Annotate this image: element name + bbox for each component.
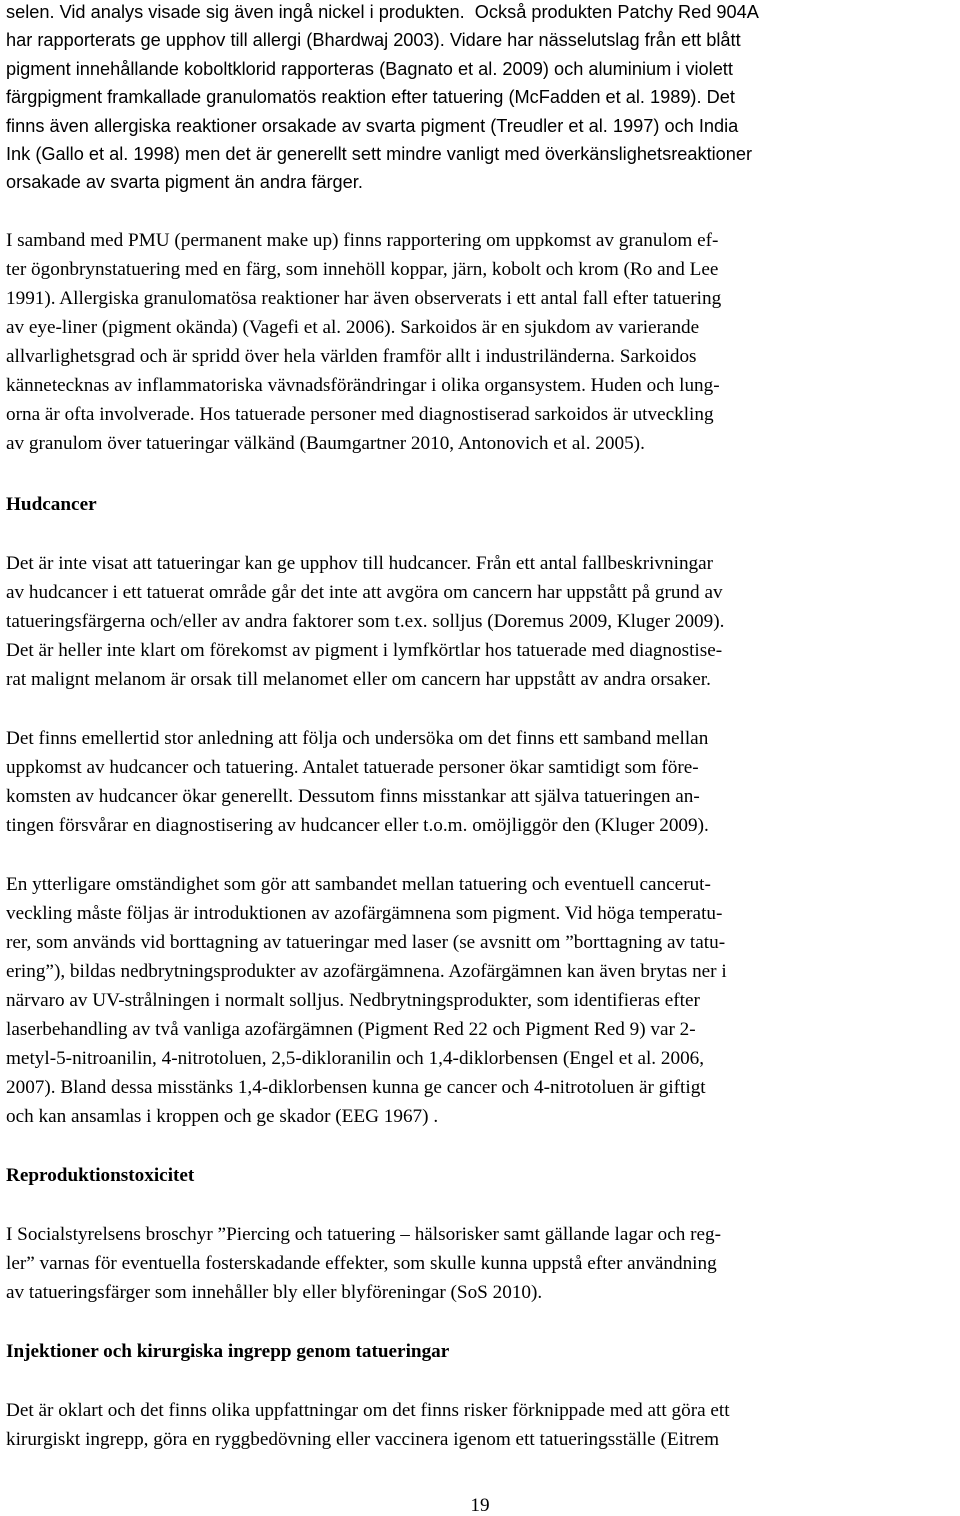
text-line: allvarlighetsgrad och är spridd över hela världen framför allt i industriländerna. Sarkoidos: [6, 346, 697, 367]
text-line: metyl-5-nitroanilin, 4-nitrotoluen, 2,5-dikloranilin och 1,4-diklorbensen (Engel et al. 2006,: [6, 1048, 705, 1069]
text-line: orna är ofta involverade. Hos tatuerade personer med diagnostiserad sarkoidos är utveckling: [6, 404, 714, 425]
text-line: ter ögonbrynstatuering med en färg, som innehöll koppar, järn, kobolt och krom (Ro and Lee: [6, 259, 719, 280]
text-line: närvaro av UV-strålningen i normalt solljus. Nedbrytningsprodukter, som identifieras efter: [6, 990, 700, 1011]
section-heading: Hudcancer: [6, 494, 97, 515]
text-line: tingen försvårar en diagnostisering av hudcancer eller t.o.m. omöjliggör den (Kluger 2009).: [6, 815, 709, 836]
text-line: färgpigment framkallade granulomatös reaktion efter tatuering (McFadden et al. 1989). Det: [6, 87, 735, 107]
text-line: Det är heller inte klart om förekomst av pigment i lymfkörtlar hos tatuerade med diagnostise-: [6, 640, 723, 661]
text-line: I samband med PMU (permanent make up) finns rapportering om uppkomst av granulom ef-: [6, 230, 719, 251]
text-line: Det är inte visat att tatueringar kan ge upphov till hudcancer. Från ett antal fallbeskrivningar: [6, 553, 714, 574]
text-line: av eye-liner (pigment okända) (Vagefi et al. 2006). Sarkoidos är en sjukdom av varierande: [6, 317, 700, 338]
text-line: veckling måste följas är introduktionen av azofärgämnena som pigment. Vid höga temperatu-: [6, 903, 723, 924]
text-line: Ink (Gallo et al. 1998) men det är generellt sett mindre vanligt med överkänslighetsreaktioner: [6, 144, 753, 164]
text-line: komsten av hudcancer ökar generellt. Dessutom finns misstankar att själva tatueringen an-: [6, 786, 700, 807]
text-line: finns även allergiska reaktioner orsakade av svarta pigment (Treudler et al. 1997) och India: [6, 116, 739, 136]
text-line: tatueringsfärgerna och/eller av andra faktorer som t.ex. solljus (Doremus 2009, Kluger 2009).: [6, 611, 725, 632]
text-line: selen. Vid analys visade sig även ingå nickel i produkten. Också produkten Patchy Red 904A: [6, 2, 759, 22]
section-heading: Injektioner och kirurgiska ingrepp genom tatueringar: [6, 1341, 450, 1362]
text-line: uppkomst av hudcancer och tatuering. Antalet tatuerade personer ökar samtidigt som före-: [6, 757, 699, 778]
text-line: pigment innehållande koboltklorid rapporteras (Bagnato et al. 2009) och aluminium i violett: [6, 59, 733, 79]
text-line: kirurgiskt ingrepp, göra en ryggbedövning eller vaccinera igenom ett tatueringsställe (Eitrem: [6, 1429, 720, 1450]
text-line: av hudcancer i ett tatuerat område går det inte att avgöra om cancern har uppstått på grund av: [6, 582, 723, 603]
text-line: ering”), bildas nedbrytningsprodukter av azofärgämnena. Azofärgämnen kan även brytas ner i: [6, 961, 727, 982]
text-line: Det är oklart och det finns olika uppfattningar om det finns risker förknippade med att göra ett: [6, 1400, 730, 1421]
section-heading: Reproduktionstoxicitet: [6, 1165, 195, 1186]
text-line: 2007). Bland dessa misstänks 1,4-diklorbensen kunna ge cancer och 4-nitrotoluen är giftigt: [6, 1077, 706, 1098]
text-line: kännetecknas av inflammatoriska vävnadsförändringar i olika organsystem. Huden och lung-: [6, 375, 720, 396]
text-line: ler” varnas för eventuella fosterskadande effekter, som skulle kunna uppstå efter användning: [6, 1253, 717, 1274]
text-line: laserbehandling av två vanliga azofärgämnen (Pigment Red 22 och Pigment Red 9) var 2-: [6, 1019, 696, 1040]
text-line: Det finns emellertid stor anledning att följa och undersöka om det finns ett samband mellan: [6, 728, 709, 749]
text-line: och kan ansamlas i kroppen och ge skador (EEG 1967) .: [6, 1106, 439, 1127]
text-line: I Socialstyrelsens broschyr ”Piercing och tatuering – hälsorisker samt gällande lagar och reg-: [6, 1224, 722, 1245]
text-line: rer, som används vid borttagning av tatueringar med laser (se avsnitt om ”borttagning av tatu-: [6, 932, 726, 953]
text-line: orsakade av svarta pigment än andra färger.: [6, 172, 363, 192]
text-line: rat malignt melanom är orsak till melanomet eller om cancern har uppstått av andra orsaker.: [6, 669, 711, 690]
text-line: har rapporterats ge upphov till allergi (Bhardwaj 2003). Vidare har nässelutslag från ett blått: [6, 30, 741, 50]
page-number: 19: [470, 1495, 490, 1516]
text-line: av tatueringsfärger som innehåller bly eller blyföreningar (SoS 2010).: [6, 1282, 543, 1303]
text-line: 1991). Allergiska granulomatösa reaktioner har även observerats i ett antal fall efter tatuering: [6, 288, 722, 309]
text-line: av granulom över tatueringar välkänd (Baumgartner 2010, Antonovich et al. 2005).: [6, 433, 645, 454]
text-line: En ytterligare omständighet som gör att sambandet mellan tatuering och eventuell cancerut-: [6, 874, 711, 895]
